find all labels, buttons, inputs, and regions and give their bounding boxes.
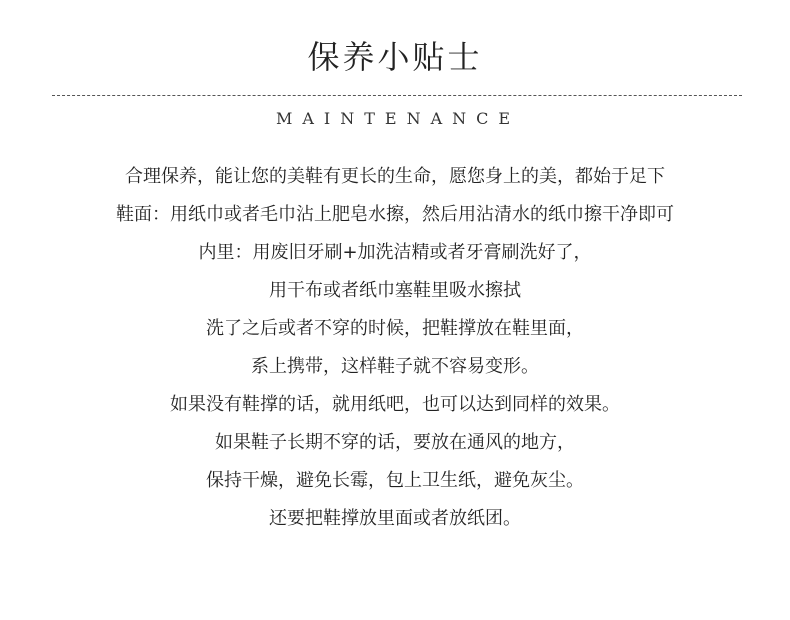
tip-line: 内里：用废旧牙刷+加洗洁精或者牙膏刷洗好了， <box>198 242 592 263</box>
tip-line: 还要把鞋撑放里面或者放纸团。 <box>269 508 521 529</box>
tip-line: 用干布或者纸巾塞鞋里吸水擦拭 <box>269 280 521 301</box>
tip-line: 洗了之后或者不穿的时候，把鞋撑放在鞋里面， <box>206 318 584 339</box>
page-title: 保养小贴士 <box>307 38 483 76</box>
tip-line: 保持干燥，避免长霉，包上卫生纸，避免灰尘。 <box>206 470 584 491</box>
dashed-divider <box>52 95 742 96</box>
tip-line: 如果鞋子长期不穿的话，要放在通风的地方， <box>215 432 575 453</box>
tip-line: 如果没有鞋撑的话，就用纸吧，也可以达到同样的效果。 <box>170 394 620 415</box>
tip-line: 合理保养，能让您的美鞋有更长的生命，愿您身上的美，都始于足下 <box>125 166 665 187</box>
page-subtitle: MAINTENANCE <box>275 109 521 128</box>
tip-line: 系上携带，这样鞋子就不容易变形。 <box>251 356 539 377</box>
tips-text-block <box>0 158 790 538</box>
tip-line: 鞋面：用纸巾或者毛巾沾上肥皂水擦，然后用沾清水的纸巾擦干净即可 <box>116 204 674 225</box>
